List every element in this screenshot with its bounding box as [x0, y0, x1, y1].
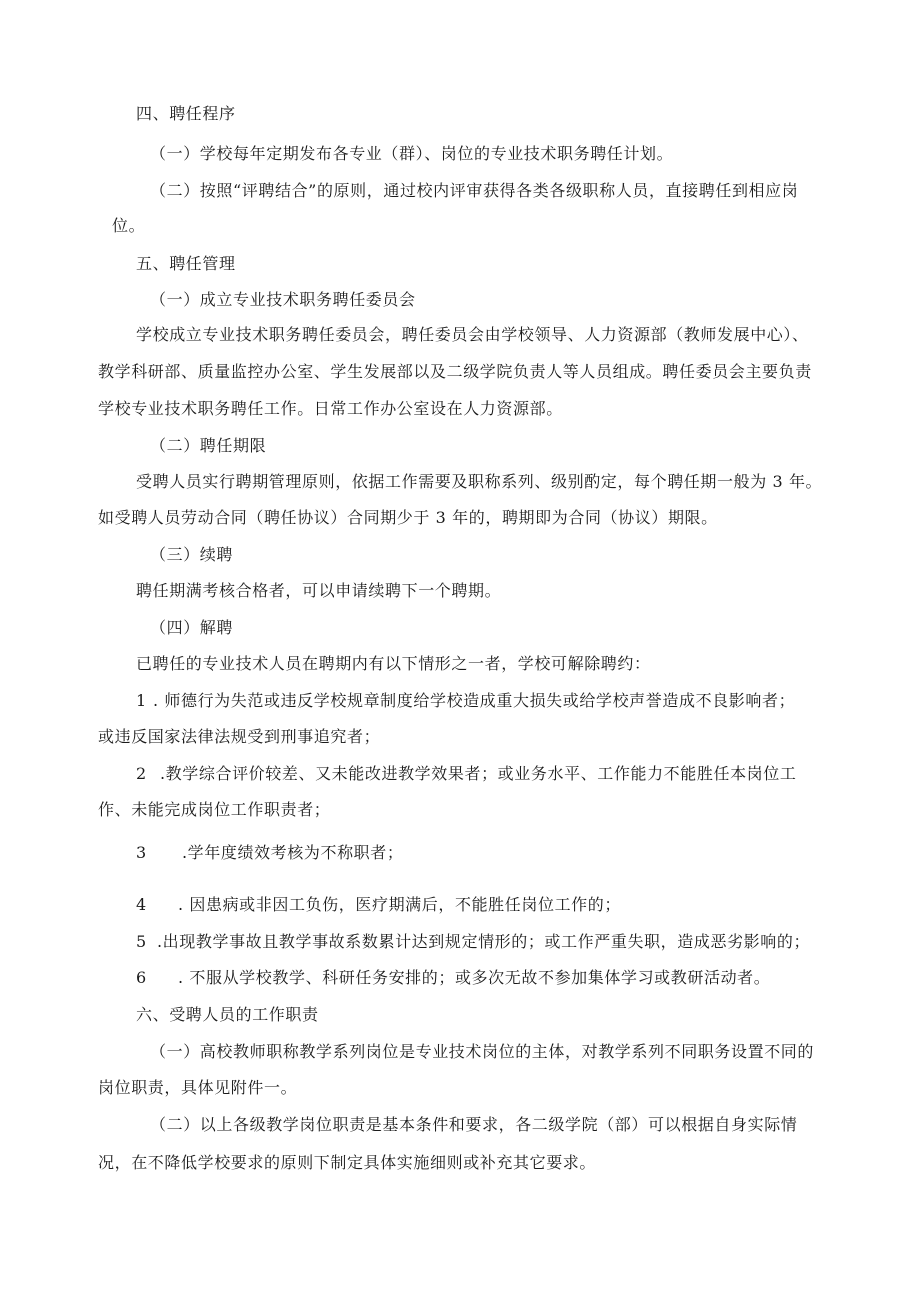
list-item-number: 2	[136, 764, 147, 783]
paragraph-line: （二）以上各级教学岗位职责是基本条件和要求，各二级学院（部）可以根据自身实际情	[150, 1115, 798, 1134]
subsection-title: （二）聘任期限	[150, 436, 267, 455]
list-item-text: . 不服从学校教学、科研任务安排的；或多次无故不参加集体学习或教研活动者。	[178, 968, 771, 987]
list-item-number: 1	[136, 691, 147, 710]
paragraph-line: （一）学校每年定期发布各专业（群）、岗位的专业技术职务聘任计划。	[150, 144, 674, 163]
paragraph-line: 岗位职责，具体见附件一。	[98, 1078, 298, 1097]
section-heading-5: 五、聘任管理	[136, 254, 236, 273]
list-item-text: 或违反国家法律法规受到刑事追究者；	[98, 727, 381, 746]
paragraph-line: 受聘人员实行聘期管理原则，依据工作需要及职称系列、级别酌定，每个聘任期一般为 3 年。	[136, 472, 823, 491]
paragraph-line: （一）高校教师职称教学系列岗位是专业技术岗位的主体，对教学系列不同职务设置不同的	[150, 1042, 815, 1061]
list-item-number: 6	[136, 968, 147, 987]
subsection-title: （一）成立专业技术职务聘任委员会	[150, 290, 416, 309]
list-item-number: 3	[136, 843, 147, 862]
subsection-title: （三）续聘	[150, 545, 234, 564]
list-item-number: 5	[136, 932, 147, 951]
paragraph-line: 学校专业技术职务聘任工作。日常工作办公室设在人力资源部。	[98, 399, 563, 418]
list-item-text: . 因患病或非因工负伤，医疗期满后，不能胜任岗位工作的；	[178, 895, 621, 914]
section-heading-6: 六、受聘人员的工作职责	[136, 1005, 319, 1024]
paragraph-line: 如受聘人员劳动合同（聘任协议）合同期少于 3 年的，聘期即为合同（协议）期限。	[98, 508, 718, 527]
paragraph-line: 聘任期满考核合格者，可以申请续聘下一个聘期。	[136, 581, 502, 600]
list-item-text: .学年度绩效考核为不称职者；	[182, 843, 404, 862]
section-heading-4: 四、聘任程序	[136, 104, 236, 123]
paragraph-line: 位。	[112, 216, 146, 235]
list-item-text: 作、未能完成岗位工作职责者；	[98, 800, 331, 819]
paragraph-line: （二）按照“评聘结合”的原则，通过校内评审获得各类各级职称人员，直接聘任到相应岗	[150, 181, 799, 200]
paragraph-line: 已聘任的专业技术人员在聘期内有以下情形之一者，学校可解除聘约：	[136, 654, 651, 673]
subsection-title: （四）解聘	[150, 618, 234, 637]
paragraph-line: 学校成立专业技术职务聘任委员会，聘任委员会由学校领导、人力资源部（教师发展中心）、	[136, 325, 809, 344]
list-item-text: .出现教学事故且教学事故系数累计达到规定情形的；或工作严重失职，造成恶劣影响的；	[157, 932, 811, 951]
list-item-text: .教学综合评价较差、又未能改进教学效果者；或业务水平、工作能力不能胜任本岗位工	[160, 764, 797, 783]
list-item-number: 4	[136, 895, 147, 914]
paragraph-line: 况，在不降低学校要求的原则下制定具体实施细则或补充其它要求。	[98, 1153, 597, 1172]
paragraph-line: 教学科研部、质量监控办公室、学生发展部以及二级学院负责人等人员组成。聘任委员会主要负责	[98, 362, 812, 381]
list-item-text: . 师德行为失范或违反学校规章制度给学校造成重大损失或给学校声誉造成不良影响者；	[153, 691, 796, 710]
